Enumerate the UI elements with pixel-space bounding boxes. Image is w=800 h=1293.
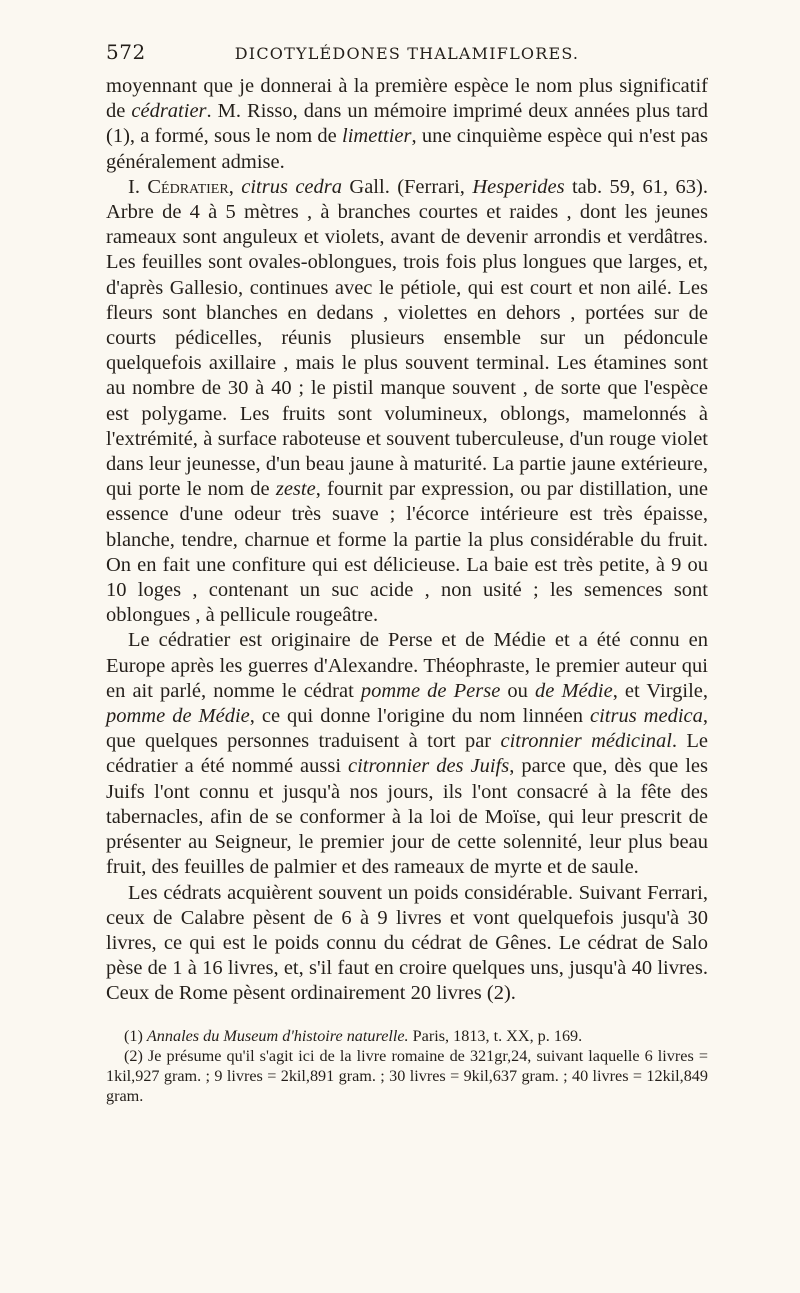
italic-term: citronnier médicinal — [500, 730, 672, 753]
text-segment: , fournit par expression, ou par distillation, une essence d'une odeur très suave ; l'écorce intérieure est très épaisse, blanche, tendre, charnue et forme la partie la plus considérable du fruit. On en fait une confiture qui est délicieuse. La baie est très petite, à 9 ou 10 loges , contenant un suc acide , non usité ; les semences sont oblongues , à pellicule rougeâtre. — [106, 478, 708, 627]
italic-term: cédratier — [131, 100, 207, 123]
italic-term: limettier — [342, 125, 412, 148]
species-heading: Cédratier — [147, 175, 229, 198]
italic-term: citrus cedra — [241, 175, 342, 198]
text-segment: ou — [500, 679, 536, 702]
italic-term: de Médie — [535, 679, 613, 702]
text-segment: moyennant que je donnerai à la première espèce le nom plus significatif de — [106, 75, 708, 123]
footnote — [106, 1046, 708, 1106]
text-segment: , une cinquième espèce qui n'est pas généralement admise. — [106, 125, 708, 173]
italic-term: pomme de Perse — [360, 679, 501, 702]
italic-term: Hesperides — [472, 175, 565, 198]
main-text — [106, 74, 708, 1007]
footnote-marker-text: (1) — [124, 1026, 147, 1045]
text-segment: , ce qui donne l'origine du nom linnéen — [249, 705, 590, 728]
footnote — [106, 1026, 708, 1046]
italic-reference: Annales du Museum d'histoire naturelle. — [146, 1026, 409, 1045]
footnotes — [106, 1026, 708, 1106]
text-segment: , que quelques personnes traduisent à tort par — [106, 705, 708, 753]
running-title: DICOTYLÉDONES THALAMIFLORES. — [234, 44, 580, 63]
paragraph — [106, 74, 708, 175]
text-segment: . M. Risso, dans un mémoire imprimé deux années plus tard (1), a formé, sous le nom de — [106, 100, 708, 148]
text-segment: , parce que, dès que les Juifs l'ont connu et jusqu'à nos jours, ils l'ont consacré à la fête des tabernacles, afin de se conformer à la loi de Moïse, qui leur prescrit de présenter au Seigneur, le premier jour de cette solennité, leur plus beau fruit, des feuilles de palmier et des rameaux de myrte et de saule. — [106, 755, 708, 879]
text-segment: I. — [128, 175, 148, 198]
running-head — [106, 40, 708, 68]
text-segment: Paris, 1813, t. XX, p. 169. — [408, 1026, 583, 1045]
text-segment: Gall. (Ferrari, — [342, 175, 473, 198]
text-segment: Les cédrats acquièrent souvent un poids considérable. Suivant Ferrari, ceux de Calabre pèsent de 6 à 9 livres et vont quelquefois jusqu'à 30 livres, ce qui est le poids connu du cédrat de Gênes. Le cédrat de Salo pèse de 1 à 16 livres, et, s'il faut en croire quelques uns, jusqu'à 40 livres. Ceux de Rome pèsent ordinairement 20 livres (2). — [106, 881, 708, 1005]
text-segment: . Le cédratier a été nommé aussi — [106, 730, 709, 778]
italic-term: pomme de Médie — [106, 705, 250, 728]
text-segment: (2) Je présume qu'il s'agit ici de la livre romaine de 321gr,24, suivant laquelle 6 livres = 1kil,927 gram. ; 9 livres = 2kil,891 gram. ; 30 livres = 9kil,637 gram. ; 40 livres = 12kil,849 gram. — [106, 1046, 708, 1105]
italic-term: citrus medica — [589, 705, 703, 728]
italic-term: citronnier des Juifs — [348, 755, 510, 778]
italic-term: zeste — [275, 478, 316, 501]
paragraph — [106, 881, 708, 1007]
text-segment: , — [228, 175, 242, 198]
text-segment: Le cédratier est originaire de Perse et de Médie et a été connu en Europe après les guerres d'Alexandre. Théophraste, le premier auteur qui en ait parlé, nomme le cédrat — [106, 629, 708, 702]
paragraph — [106, 628, 708, 880]
paragraph — [106, 175, 708, 629]
page-number: 572 — [106, 40, 146, 64]
text-segment: , et Virgile, — [612, 679, 709, 702]
text-segment: tab. 59, 61, 63). Arbre de 4 à 5 mètres , à branches courtes et raides , dont les jeunes rameaux sont anguleux et violets, avant de devenir arrondis et verdâtres. Les feuilles sont ovales-oblongues, trois fois plus longues que larges, et, d'après Gallesio, continues avec le pétiole, qui est court et non ailé. Les fleurs sont blanches en dedans , violettes en dehors , portées sur de courts pédicelles, réunis plusieurs ensemble sur un pédoncule quelquefois axillaire , mais le plus souvent terminal. Les étamines sont au nombre de 30 à 40 ; le pistil manque souvent , de sorte que l'espèce est polygame. Les fruits sont volumineux, oblongs, mamelonnés à l'extrémité, à surface raboteuse et souvent tuberculeuse, d'un rouge violet dans leur jeunesse, d'un beau jaune à maturité. La partie jaune extérieure, qui porte le nom de — [106, 175, 709, 501]
